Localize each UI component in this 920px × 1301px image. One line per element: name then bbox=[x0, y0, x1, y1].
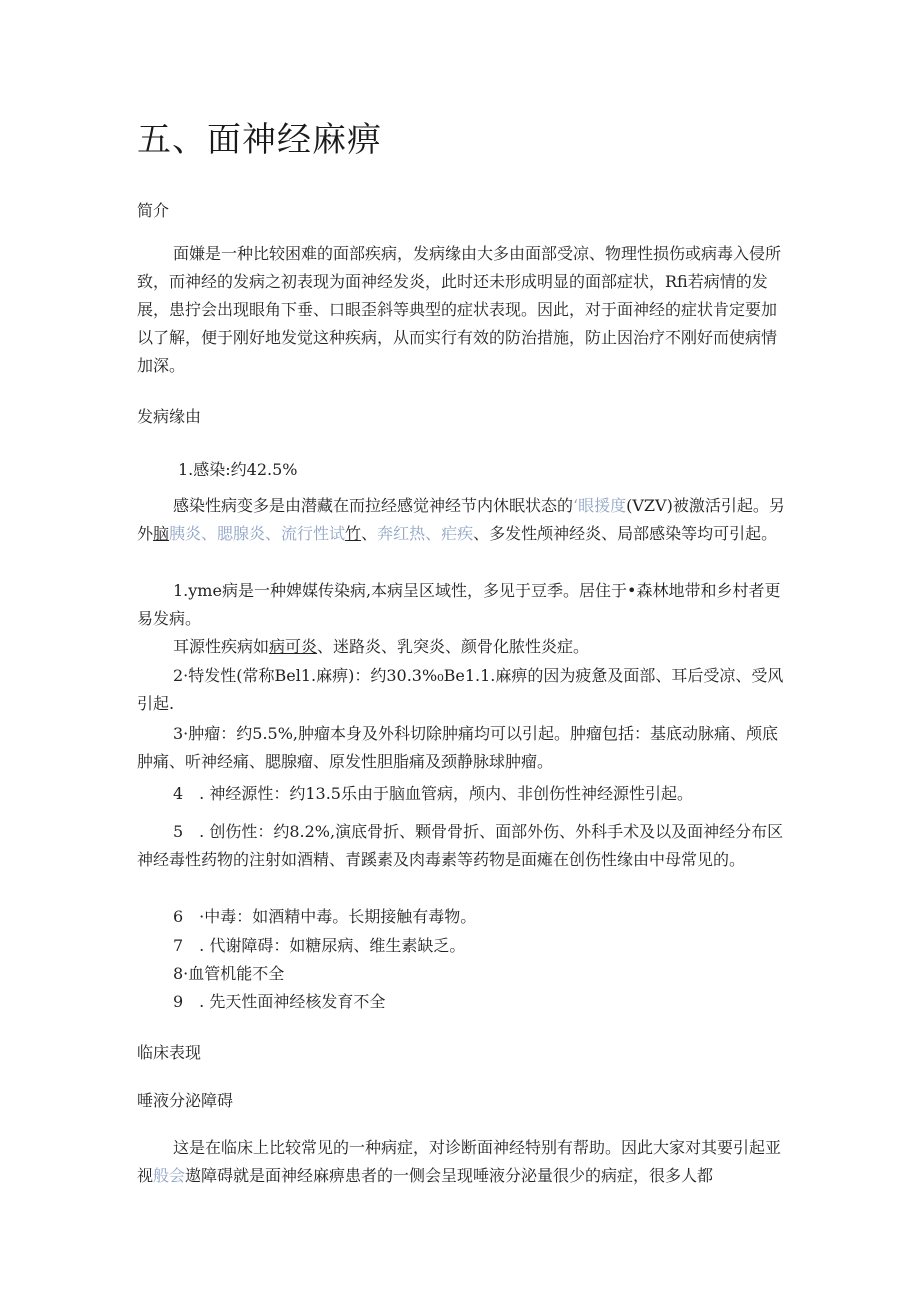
cause-5: 5 . 创伤性：约8.2%,演底骨折、颗骨骨折、面部外伤、外科手术及以及面神经分布区神经毒性药物的注射如酒精、青蹊素及肉毒素等药物是面瘫在创伤性缘由中母常见的。 bbox=[137, 822, 784, 869]
cause-1-link-virus[interactable]: ‘眼援度 bbox=[573, 496, 627, 515]
cause-1-link-diseases[interactable]: 胰炎、腮腺炎、流行性试 bbox=[169, 524, 346, 543]
cause-1-text-a: 感染性病变多是由潜藏在而拉经感觉神经节内休眠状态的 bbox=[173, 496, 574, 515]
page-title: 五、面神经麻痹 bbox=[137, 120, 382, 160]
cause-1-body bbox=[137, 492, 787, 548]
cause-8: 8·血管机能不全 bbox=[173, 964, 285, 983]
cause-1-lyme: 1.yme病是一种婢媒传染病,本病呈区域性，多见于豆季。居住于•森林地带和乡村者更易发病。 bbox=[137, 581, 781, 628]
cause-1-ear-text-a: 耳源性疾病如 bbox=[173, 637, 270, 656]
cause-4: 4 . 神经源性：约13.5乐由于脑血管病，颅内、非创伤性神经源性引起。 bbox=[173, 784, 693, 803]
section-heading-intro: 简介 bbox=[137, 201, 170, 220]
cause-1-link-fevers[interactable]: 奔红热、疟疾 bbox=[377, 524, 474, 543]
intro-paragraph: 面嫌是一种比较困难的面部疾病，发病缘由大多由面部受凉、物理性损伤或病毒入侵所致，而神经的发病之初表现为面神经发炎，此时还未形成明显的面部症状，Rfi若病情的发展，患拧会出现眼角下垂、口眼歪斜等典型的症状表现。因此，对于面神经的症状肯定要加以了解，便于刚好地发觉这种疾病，从而实行有效的防治措施，防止因治疗不刚好而使病情加深。 bbox=[137, 244, 782, 375]
cause-1-ear bbox=[137, 633, 787, 661]
cause-1-separator: 、 bbox=[361, 524, 378, 543]
cause-9: 9 . 先天性面神经核发育不全 bbox=[173, 992, 386, 1011]
saliva-text-b: 遨障碍就是面神经麻痹患者的一侧会呈现唾液分泌量很少的病症，很多人都 bbox=[185, 1166, 714, 1185]
cause-1-text-c: 、多发性颅神经炎、局部感染等均可引起。 bbox=[473, 524, 778, 543]
section-heading-cause: 发病缘由 bbox=[137, 407, 202, 426]
cause-1-heading: 1.感染:约42.5% bbox=[178, 460, 298, 479]
cause-1-text-b: (VZV)被激活引起。另外 bbox=[137, 496, 785, 543]
section-heading-clinical: 临床表现 bbox=[137, 1043, 202, 1062]
saliva-link[interactable]: 般会 bbox=[153, 1166, 186, 1185]
cause-1-underlined-1: 脑 bbox=[153, 524, 170, 543]
cause-2: 2·特发性(常称Bel1.麻痹)：约30.3%₀Be1.1.麻痹的因为疲惫及面部、耳后受凉、受风引起. bbox=[137, 666, 784, 713]
cause-1-ear-text-b: 、迷路炎、乳突炎、颜骨化脓性炎症。 bbox=[317, 637, 590, 656]
cause-1-underlined-2: 竹 bbox=[345, 524, 362, 543]
saliva-text-a: 这是在临床上比较常见的一种病症，对诊断面神经特别有帮助。因此大家对其要引起亚视 bbox=[137, 1138, 782, 1185]
cause-3: 3·肿瘤：约5.5%,肿瘤本身及外科切除肿痛均可以引起。肿瘤包括：基底动脉痛、颅底肿痛、听神经痛、腮腺瘤、原发性胆脂痛及颈静脉球肿瘤。 bbox=[137, 724, 779, 771]
cause-1-ear-underlined: 病可炎 bbox=[269, 637, 318, 656]
cause-7: 7 . 代谢障碍：如糖尿病、维生素缺乏。 bbox=[173, 936, 466, 955]
section-heading-saliva: 唾液分泌障碍 bbox=[137, 1091, 234, 1110]
saliva-paragraph bbox=[137, 1134, 787, 1190]
cause-6: 6 ·中毒：如酒精中毒。长期接触有毒物。 bbox=[173, 907, 477, 926]
